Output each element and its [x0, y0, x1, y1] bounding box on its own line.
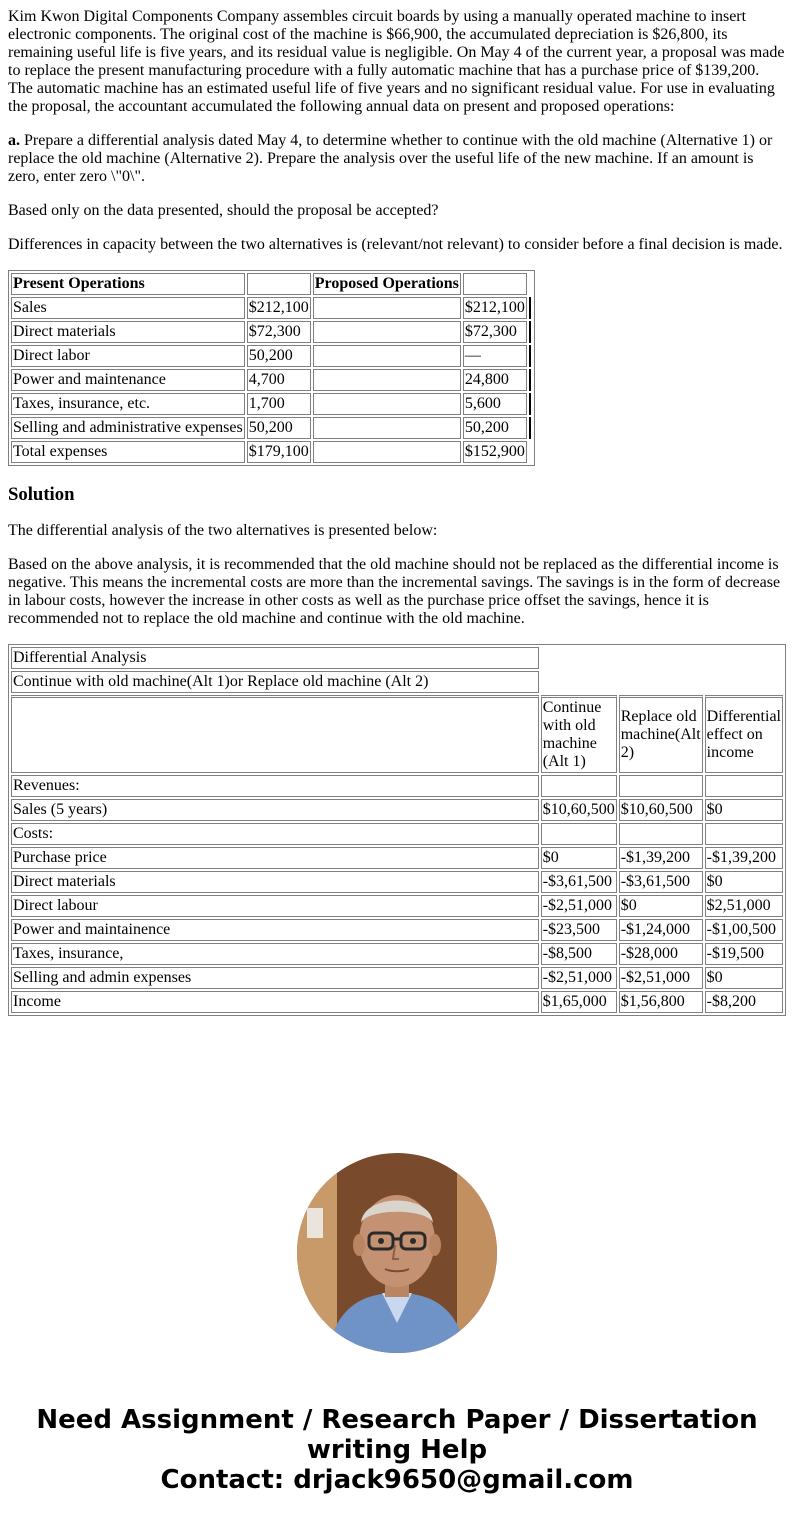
- solution-intro: The differential analysis of the two alternatives is presented below:: [8, 522, 438, 539]
- table-row: [11, 321, 532, 343]
- tutor-avatar: [297, 1153, 497, 1353]
- row-label: Selling and administrative expenses: [11, 417, 245, 439]
- alt2-value: -$3,61,500: [619, 871, 703, 893]
- present-value: 50,200: [247, 345, 311, 367]
- table-row: [11, 297, 532, 319]
- table-row: [11, 775, 783, 797]
- differential-value: -$1,00,500: [705, 919, 783, 941]
- part-a-label: a.: [8, 132, 20, 149]
- present-blank-header: [247, 273, 311, 295]
- proposed-blank-header: [463, 273, 527, 295]
- row-divider: [529, 345, 532, 367]
- table-title: Differential Analysis: [11, 647, 539, 669]
- alt1-value: $1,65,000: [541, 991, 617, 1013]
- solution-recommendation: Based on the above analysis, it is recommended that the old machine should not be replaced as the differential income is negative. This means the incremental costs are more than the incremental savings. The savings is in the form of decrease in labour costs, however the increase in other costs as well as the purchase price offset the savings, hence it is recommended not to replace the old machine and continue with the old machine.: [8, 556, 781, 627]
- blank-cell: [313, 441, 461, 463]
- present-operations-header: Present Operations: [11, 273, 245, 295]
- alt2-value: [619, 775, 703, 797]
- alt2-value: $0: [619, 895, 703, 917]
- part-a-instructions: [8, 132, 786, 186]
- footer-banner: [0, 1405, 794, 1495]
- table-row: [11, 369, 532, 391]
- differential-value: $0: [705, 799, 783, 821]
- differential-value: $2,51,000: [705, 895, 783, 917]
- proposed-value: 24,800: [463, 369, 527, 391]
- operations-table: [8, 270, 535, 466]
- table-row: [11, 919, 783, 941]
- row-label: Power and maintenance: [11, 369, 245, 391]
- table-row: [11, 991, 783, 1013]
- alt1-value: $10,60,500: [541, 799, 617, 821]
- alt2-header: Replace old machine(Alt 2): [619, 695, 703, 773]
- present-value: $212,100: [247, 297, 311, 319]
- table-row: [11, 895, 783, 917]
- present-value: 1,700: [247, 393, 311, 415]
- differential-header: Differential effect on income: [705, 695, 783, 773]
- row-label: Power and maintainence: [11, 919, 539, 941]
- proposed-value: —: [463, 345, 527, 367]
- alt1-value: [541, 823, 617, 845]
- problem-intro: Kim Kwon Digital Components Company assembles circuit boards by using a manually operated machine to insert electronic components. The original cost of the machine is $66,900, the accumulated depreciation is $26,800, its remaining useful life is five years, and its residual value is negligible. On May 4 of the current year, a proposal was made to replace the present manufacturing procedure with a fully automatic machine that has a purchase price of $139,200. The automatic machine has an estimated useful life of five years and no significant residual value. For use in evaluating the proposal, the accountant accumulated the following annual data on present and proposed operations:: [8, 8, 785, 115]
- differential-analysis-table: [8, 644, 786, 1016]
- differential-value: $0: [705, 967, 783, 989]
- alt1-header: Continue with old machine (Alt 1): [541, 695, 617, 773]
- row-label: Direct labor: [11, 345, 245, 367]
- row-label: Taxes, insurance, etc.: [11, 393, 245, 415]
- alt1-value: $0: [541, 847, 617, 869]
- footer-contact: Contact: drjack9650@gmail.com: [160, 1465, 634, 1495]
- question-proposal: Based only on the data presented, should the proposal be accepted?: [8, 202, 439, 219]
- solution-heading: Solution: [8, 484, 75, 505]
- alt2-value: -$2,51,000: [619, 967, 703, 989]
- alt2-value: $10,60,500: [619, 799, 703, 821]
- differential-value: [705, 823, 783, 845]
- row-label: Direct materials: [11, 321, 245, 343]
- present-value: $179,100: [247, 441, 311, 463]
- column-header-row: [11, 695, 783, 773]
- table-row: [11, 417, 532, 439]
- table-row: [11, 799, 783, 821]
- alt1-value: -$23,500: [541, 919, 617, 941]
- part-a-text: Prepare a differential analysis dated May 4, to determine whether to continue with the old machine (Alternative 1) or replace the old machine (Alternative 2). Prepare the analysis over the useful life of the new machine. If an amount is zero, enter zero \"0\".: [8, 132, 773, 185]
- table-row: [11, 871, 783, 893]
- row-divider: [529, 393, 532, 415]
- row-divider: [529, 417, 532, 439]
- differential-value: [705, 775, 783, 797]
- row-label: Total expenses: [11, 441, 245, 463]
- blank-header-area: [541, 647, 783, 693]
- footer-line-1: Need Assignment / Research Paper / Dissertation: [36, 1405, 758, 1435]
- row-label: Costs:: [11, 823, 539, 845]
- row-label: Revenues:: [11, 775, 539, 797]
- row-label: Income: [11, 991, 539, 1013]
- blank-cell: [313, 393, 461, 415]
- row-label: Sales (5 years): [11, 799, 539, 821]
- table-subtitle: Continue with old machine(Alt 1)or Replace old machine (Alt 2): [11, 671, 539, 693]
- differential-value: -$1,39,200: [705, 847, 783, 869]
- proposed-value: $152,900: [463, 441, 527, 463]
- row-label: Direct materials: [11, 871, 539, 893]
- row-divider: [529, 321, 532, 343]
- footer-line-2: writing Help: [306, 1435, 488, 1465]
- blank-cell: [313, 297, 461, 319]
- blank-label-header: [11, 695, 539, 773]
- alt2-value: [619, 823, 703, 845]
- table-row: [11, 393, 532, 415]
- alt1-value: [541, 775, 617, 797]
- differential-value: -$19,500: [705, 943, 783, 965]
- row-label: Sales: [11, 297, 245, 319]
- blank-cell: [313, 417, 461, 439]
- proposed-value: $212,100: [463, 297, 527, 319]
- table-row: [11, 441, 532, 463]
- title-row: [11, 647, 783, 669]
- table-row: [11, 823, 783, 845]
- proposed-value: 5,600: [463, 393, 527, 415]
- differential-value: $0: [705, 871, 783, 893]
- alt2-value: -$28,000: [619, 943, 703, 965]
- differential-value: -$8,200: [705, 991, 783, 1013]
- alt1-value: -$2,51,000: [541, 895, 617, 917]
- alt2-value: -$1,39,200: [619, 847, 703, 869]
- row-divider: [529, 297, 532, 319]
- alt2-value: -$1,24,000: [619, 919, 703, 941]
- table-row: [11, 345, 532, 367]
- row-divider: [529, 369, 532, 391]
- alt1-value: -$8,500: [541, 943, 617, 965]
- row-label: Taxes, insurance,: [11, 943, 539, 965]
- table-row: [11, 943, 783, 965]
- proposed-value: $72,300: [463, 321, 527, 343]
- blank-cell: [313, 321, 461, 343]
- row-label: Purchase price: [11, 847, 539, 869]
- alt1-value: -$2,51,000: [541, 967, 617, 989]
- operations-header-row: [11, 273, 532, 295]
- present-value: $72,300: [247, 321, 311, 343]
- blank-cell: [313, 369, 461, 391]
- blank-cell: [313, 345, 461, 367]
- present-value: 50,200: [247, 417, 311, 439]
- row-label: Selling and admin expenses: [11, 967, 539, 989]
- page-content: [8, 8, 786, 1016]
- alt2-value: $1,56,800: [619, 991, 703, 1013]
- question-capacity: Differences in capacity between the two alternatives is (relevant/not relevant) to consider before a final decision is made.: [8, 236, 783, 253]
- proposed-operations-header: Proposed Operations: [313, 273, 461, 295]
- row-label: Direct labour: [11, 895, 539, 917]
- present-value: 4,700: [247, 369, 311, 391]
- alt1-value: -$3,61,500: [541, 871, 617, 893]
- tutor-portrait-illustration: [297, 1153, 497, 1353]
- table-row: [11, 967, 783, 989]
- table-row: [11, 847, 783, 869]
- proposed-value: 50,200: [463, 417, 527, 439]
